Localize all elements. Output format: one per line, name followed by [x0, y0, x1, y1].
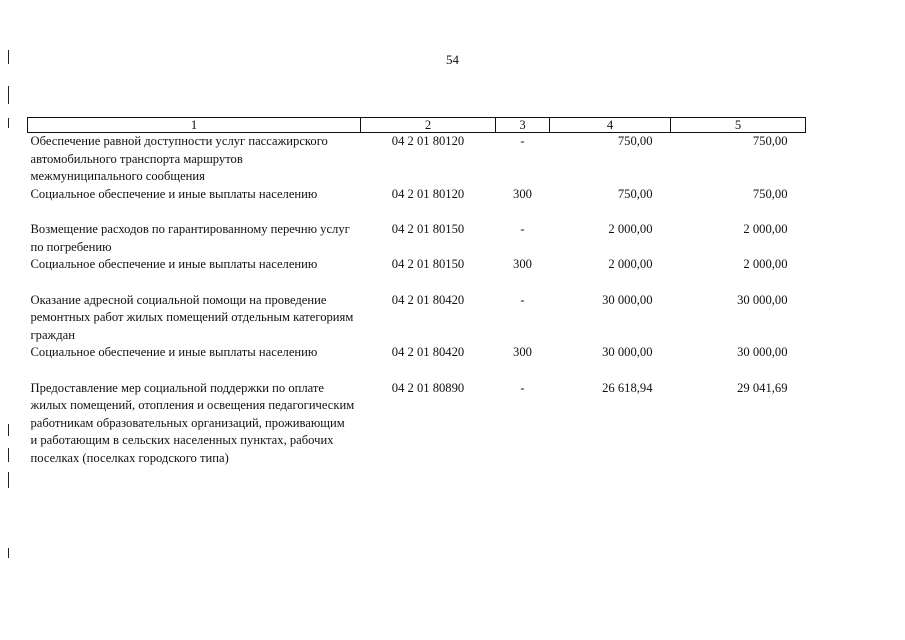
expense-name: Социальное обеспечение и иные выплаты населению	[30, 257, 318, 271]
table-row	[28, 344, 806, 362]
amount-year-1: 2 000,00	[608, 257, 653, 271]
amount-year-2: 30 000,00	[737, 345, 788, 359]
expense-type: -	[520, 380, 525, 395]
expense-type: 300	[513, 345, 532, 359]
expense-type: -	[520, 292, 525, 307]
scan-artifact	[8, 86, 9, 104]
column-header-1: 1	[28, 118, 361, 133]
expense-type: -	[520, 134, 525, 148]
table-row	[28, 380, 806, 468]
budget-table	[27, 117, 806, 467]
table-row	[28, 186, 806, 204]
amount-year-2: 29 041,69	[737, 380, 788, 395]
amount-year-1: 750,00	[617, 186, 653, 201]
amount-year-2: 30 000,00	[737, 292, 788, 307]
page-number: 54	[446, 52, 459, 67]
scan-artifact	[8, 118, 9, 128]
expense-type: 300	[513, 257, 532, 271]
amount-year-1: 30 000,00	[602, 292, 653, 307]
scan-artifact	[8, 448, 9, 462]
column-header-2: 2	[361, 118, 496, 133]
amount-year-2: 2 000,00	[743, 257, 788, 271]
table-header-row	[28, 118, 806, 133]
amount-year-1: 30 000,00	[602, 345, 653, 359]
budget-code: 04 2 01 80890	[391, 380, 465, 395]
budget-code: 04 2 01 80120	[391, 134, 465, 148]
expense-name: Обеспечение равной доступности услуг пассажирского автомобильного транспорта маршрутов межмуниципального сообщения	[30, 134, 328, 183]
table-row	[28, 292, 806, 345]
expense-name: Оказание адресной социальной помощи на проведение ремонтных работ жилых помещений отдельным категориям граждан	[30, 292, 354, 342]
budget-code: 04 2 01 80150	[391, 222, 465, 236]
expense-name: Возмещение расходов по гарантированному перечню услуг по погребению	[30, 222, 350, 254]
amount-year-2: 750,00	[752, 134, 788, 148]
column-header-3: 3	[496, 118, 550, 133]
table-row	[28, 221, 806, 256]
scan-artifact	[8, 548, 9, 558]
amount-year-2: 2 000,00	[743, 222, 788, 236]
budget-code: 04 2 01 80420	[391, 345, 465, 359]
scan-artifact	[8, 424, 9, 436]
amount-year-1: 2 000,00	[608, 222, 653, 236]
column-header-4: 4	[550, 118, 671, 133]
expense-type: -	[520, 222, 525, 236]
table-row	[28, 133, 806, 186]
expense-name: Социальное обеспечение и иные выплаты населению	[30, 345, 318, 359]
expense-name: Предоставление мер социальной поддержки по оплате жилых помещений, отопления и освещения педагогическим работникам образовательных организаций, проживающим и работающим в сельских населенных пунктах, рабочих поселках (поселках городского типа)	[30, 380, 355, 465]
table-row	[28, 256, 806, 274]
row-spacer	[28, 362, 806, 380]
expense-name: Социальное обеспечение и иные выплаты населению	[30, 186, 318, 201]
amount-year-2: 750,00	[752, 186, 788, 201]
budget-code: 04 2 01 80150	[391, 257, 465, 271]
budget-code: 04 2 01 80420	[391, 292, 465, 307]
expense-type: 300	[513, 186, 532, 201]
scan-artifact	[8, 472, 9, 488]
budget-code: 04 2 01 80120	[391, 186, 465, 201]
amount-year-1: 26 618,94	[602, 380, 653, 395]
row-spacer	[28, 274, 806, 292]
column-header-5: 5	[671, 118, 806, 133]
row-spacer	[28, 203, 806, 221]
amount-year-1: 750,00	[617, 134, 653, 148]
